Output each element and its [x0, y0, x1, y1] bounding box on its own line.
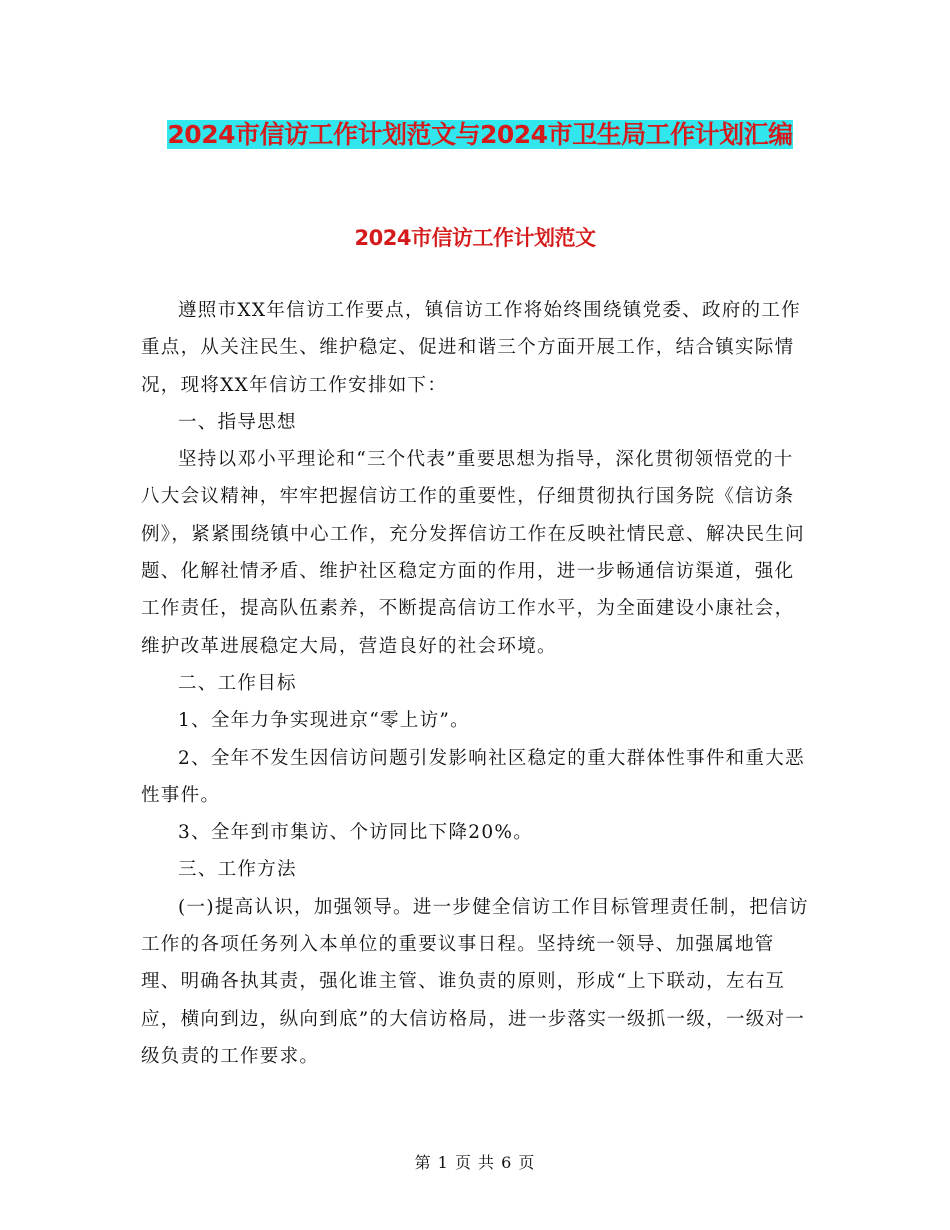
goal-item-1: 1、全年力争实现进京“零上访”。 — [178, 710, 470, 732]
heading-guiding-ideology: 一、指导思想 — [178, 411, 297, 433]
paragraph-intro: 遵照市XX年信访工作要点，镇信访工作将始终围绕镇党委、政府的工作重点，从关注民生、维护稳定、促进和谐三个方面开展工作，结合镇实际情况，现将XX年信访工作安排如下： — [141, 300, 801, 396]
heading-work-goals: 二、工作目标 — [178, 672, 297, 694]
document-title — [140, 112, 820, 157]
section-title: 2024市信访工作计划范文 — [354, 226, 596, 250]
page-footer: 第 1 页 共 6 页 — [414, 1153, 536, 1172]
document-title-highlight: 2024市信访工作计划范文与2024市卫生局工作计划汇编 — [167, 120, 793, 149]
goal-item-3: 3、全年到市集访、个访同比下降20%。 — [178, 822, 534, 844]
heading-work-methods: 三、工作方法 — [178, 859, 297, 881]
paragraph-guiding-ideology: 坚持以邓小平理论和“三个代表”重要思想为指导，深化贯彻领悟党的十八大会议精神，牢牢把握信访工作的重要性，仔细贯彻执行国务院《信访条例》，紧紧围绕镇中心工作，充分发挥信访工作在反映社情民意、解决民生问题、化解社情矛盾、维护社区稳定方面的作用，进一步畅通信访渠道，强化工作责任，提高队伍素养，不断提高信访工作水平，为全面建设小康社会，维护改革进展稳定大局，营造良好的社会环境。 — [141, 449, 805, 657]
goal-item-2: 2、全年不发生因信访问题引发影响社区稳定的重大群体性事件和重大恶性事件。 — [141, 747, 805, 806]
document-body — [141, 292, 809, 1075]
paragraph-method-1: (一)提高认识，加强领导。进一步健全信访工作目标管理责任制，把信访工作的各项任务列入本单位的重要议事日程。坚持统一领导、加强属地管理、明确各执其责，强化谁主管、谁负责的原则，形成“上下联动，左右互应，横向到边，纵向到底”的大信访格局，进一步落实一级抓一级，一级对一级负责的工作要求。 — [141, 896, 809, 1067]
